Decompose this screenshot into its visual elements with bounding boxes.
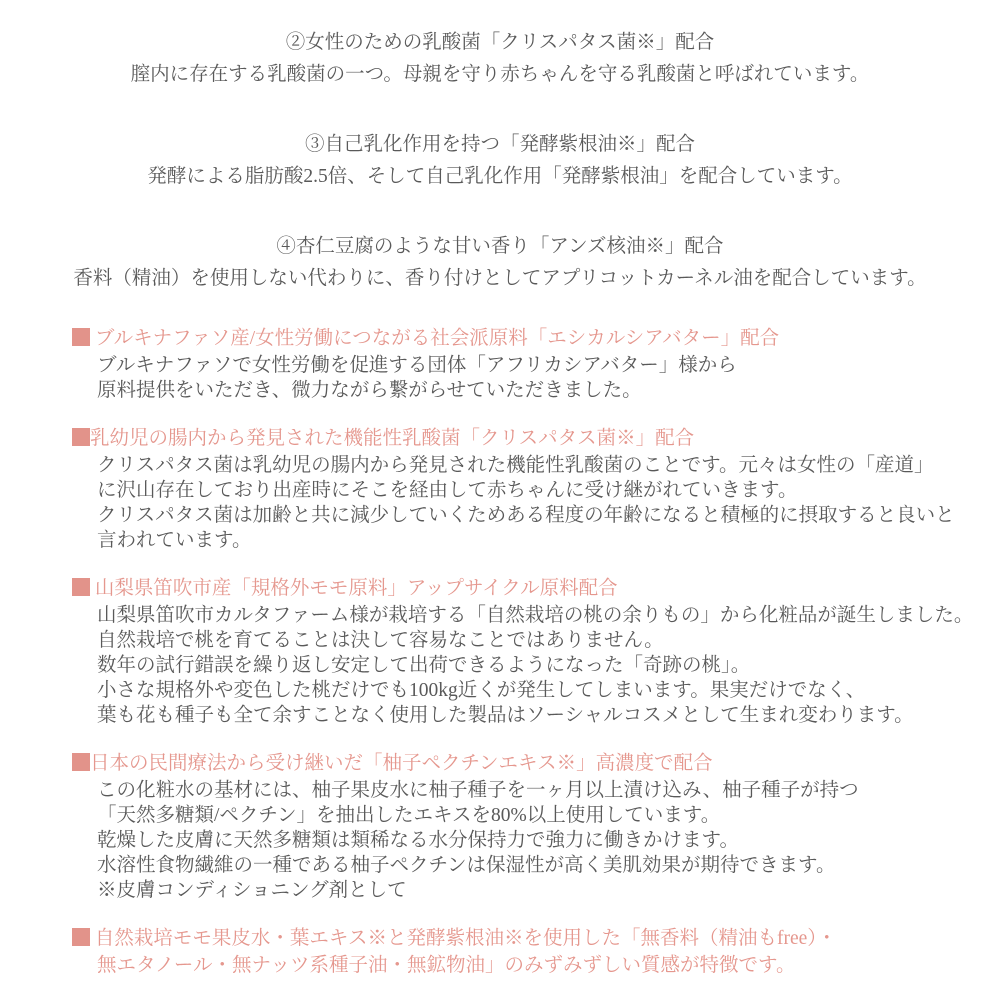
square-bullet-icon xyxy=(72,753,90,771)
section-body-line: ※皮膚コンディショニング剤として xyxy=(97,880,407,901)
section-body-line: 乾燥した皮膚に天然多糖類は類稀なる水分保持力で強力に働きかけます。 xyxy=(97,830,739,851)
section-body-line: 自然栽培で桃を育てることは決して容易なことではありません。 xyxy=(97,630,664,651)
section-heading xyxy=(72,925,1000,952)
feature-section xyxy=(72,925,1000,978)
feature-section xyxy=(72,325,1000,403)
intro-heading: ②女性のための乳酸菌「クリスパタス菌※」配合 xyxy=(285,32,715,53)
section-body xyxy=(97,603,1000,728)
section-heading-text: 日本の民間療法から受け継いだ「柚子ペクチンエキス※」高濃度で配合 xyxy=(90,753,713,774)
section-heading-text: 乳幼児の腸内から発見された機能性乳酸菌「クリスパタス菌※」配合 xyxy=(90,428,695,449)
section-body xyxy=(97,953,1000,978)
feature-sections xyxy=(0,325,1000,978)
section-body-line: この化粧水の基材には、柚子果皮水に柚子種子を一ヶ月以上漬け込み、柚子種子が持つ xyxy=(97,780,859,801)
square-bullet-icon xyxy=(72,578,90,596)
section-heading xyxy=(72,325,1000,352)
section-body-line: 「天然多糖類/ペクチン」を抽出したエキスを80%以上使用しています。 xyxy=(97,805,721,826)
section-body-line: クリスパタス菌は乳幼児の腸内から発見された機能性乳酸菌のことです。元々は女性の「産道」 xyxy=(97,455,934,476)
section-body-line: 原料提供をいただき、微力ながら繋がらせていただきました。 xyxy=(97,380,642,401)
section-heading-text: ブルキナファソ産/女性労働につながる社会派原料「エシカルシアバター」配合 xyxy=(90,328,780,349)
section-body xyxy=(97,353,1000,403)
intro-group xyxy=(0,231,1000,295)
square-bullet-icon xyxy=(72,928,90,946)
intro-description: 香料（精油）を使用しない代わりに、香り付けとしてアプリコットカーネル油を配合しています。 xyxy=(73,268,927,289)
section-body-line: 葉も花も種子も全て余すことなく使用した製品はソーシャルコスメとして生まれ変わります。 xyxy=(97,705,914,726)
section-heading-text: 山梨県笛吹市産「規格外モモ原料」アップサイクル原料配合 xyxy=(90,578,618,599)
section-heading-text: 自然栽培モモ果皮水・葉エキス※と発酵紫根油※を使用した「無香料（精油もfree）・ xyxy=(90,928,837,949)
section-body-line: に沢山存在しており出産時にそこを経由して赤ちゃんに受け継がれていきます。 xyxy=(97,480,798,501)
intro-group xyxy=(0,27,1000,91)
feature-section xyxy=(72,425,1000,553)
intro-description: 発酵による脂肪酸2.5倍、そして自己乳化作用「発酵紫根油」を配合しています。 xyxy=(147,166,853,187)
section-body-line: 水溶性食物繊維の一種である柚子ペクチンは保湿性が高く美肌効果が期待できます。 xyxy=(97,855,836,876)
square-bullet-icon xyxy=(72,328,90,346)
intro-block xyxy=(0,27,1000,295)
section-heading xyxy=(72,750,1000,777)
section-body-line: クリスパタス菌は加齢と共に減少していくためある程度の年齢になると積極的に摂取すると良いと xyxy=(97,505,955,526)
intro-description: 膣内に存在する乳酸菌の一つ。母親を守り赤ちゃんを守る乳酸菌と呼ばれています。 xyxy=(130,64,870,85)
section-body-line: 数年の試行錯誤を繰り返し安定して出荷できるようになった「奇跡の桃」。 xyxy=(97,655,751,676)
section-body-line: ブルキナファソで女性労働を促進する団体「アフリカシアバター」様から xyxy=(97,355,737,376)
section-body-line: 小さな規格外や変色した桃だけでも100kg近くが発生してしまいます。果実だけでなく、 xyxy=(97,680,866,701)
section-body-line: 言われています。 xyxy=(97,530,252,551)
feature-section xyxy=(72,575,1000,728)
section-body-line: 山梨県笛吹市カルタファーム様が栽培する「自然栽培の桃の余りもの」から化粧品が誕生しました。 xyxy=(97,605,974,626)
section-body-line: 無エタノール・無ナッツ系種子油・無鉱物油」のみずみずしい質感が特徴です。 xyxy=(97,955,796,976)
section-heading xyxy=(72,425,1000,452)
intro-group xyxy=(0,129,1000,193)
feature-section xyxy=(72,750,1000,903)
square-bullet-icon xyxy=(72,428,90,446)
section-heading xyxy=(72,575,1000,602)
section-body xyxy=(97,778,1000,903)
intro-heading: ③自己乳化作用を持つ「発酵紫根油※」配合 xyxy=(304,134,695,155)
section-body xyxy=(97,453,1000,553)
intro-heading: ④杏仁豆腐のような甘い香り「アンズ核油※」配合 xyxy=(276,236,724,257)
